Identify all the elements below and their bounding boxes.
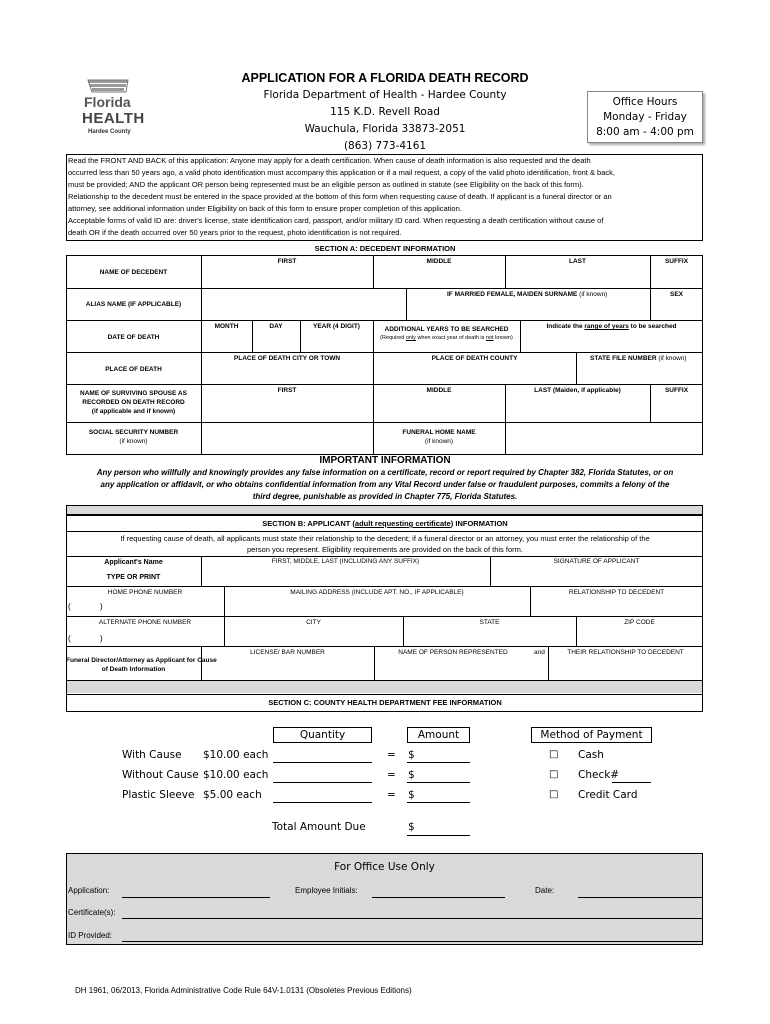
mailing-address-input[interactable]	[225, 598, 529, 615]
quantity-header	[273, 727, 372, 743]
spouse-first-input[interactable]	[202, 396, 372, 421]
section-b-line1: If requesting cause of death, all applicants must state their relationship to the decedent; if a funeral director or an attorney, you must enter the relationship of the	[120, 534, 650, 543]
logo-health: HEALTH	[82, 110, 145, 127]
spouse-last-input[interactable]	[506, 396, 649, 421]
applicant-name-input[interactable]	[202, 566, 489, 585]
place-of-death-label: PLACE OF DEATH	[105, 366, 162, 373]
check-label: Check#	[578, 769, 620, 781]
amount-plastic-sleeve-input[interactable]	[407, 802, 470, 803]
intro-line2: occurred less than 50 years ago, a valid photo identification must accompany this application or if a mail request, a copy of the valid photo identification, front & back,	[68, 168, 615, 177]
dollar-plastic-sleeve: $	[408, 789, 415, 801]
range-post: to be searched	[628, 323, 677, 330]
applicant-name-label: Applicant's Name	[104, 559, 163, 566]
name-of-decedent-label: NAME OF DECEDENT	[99, 269, 168, 276]
funeral-home-known: (if known)	[424, 438, 454, 445]
state-file-input[interactable]	[577, 364, 702, 383]
check-number-input[interactable]	[612, 782, 651, 783]
certificate-label: Certificate(s):	[68, 908, 116, 917]
eq-without-cause: =	[387, 769, 396, 781]
decedent-last-input[interactable]	[506, 266, 649, 287]
middle-label: MIDDLE	[426, 258, 452, 265]
mailing-label: MAILING ADDRESS (INCLUDE APT. NO., IF APPLICABLE)	[290, 589, 464, 596]
dollar-without-cause: $	[408, 769, 415, 781]
date-of-death-label: DATE OF DEATH	[107, 334, 160, 341]
spouse-label-3: (if applicable and if known)	[91, 408, 176, 415]
intro-line1: Read the FRONT AND BACK of this application: Anyone may apply for a death certification. When cause of death information is also requested and the death	[68, 156, 591, 165]
spouse-label-1: NAME OF SURVIVING SPOUSE AS	[80, 390, 187, 397]
eq-plastic-sleeve: =	[387, 789, 396, 801]
place-county-input[interactable]	[374, 364, 575, 383]
years-range-input[interactable]	[521, 331, 702, 351]
intro-line5: attorney, see additional information under Eligibility on back of this form to ensure proper completion of this application.	[68, 204, 462, 213]
amount-label: Amount	[417, 729, 460, 741]
important-line2: any application or affidavit, or who obtains confidential information from any Vital Record under false or fraudulent purposes, commits a felony of the	[100, 480, 670, 489]
fee-price-plastic-sleeve: $5.00 each	[203, 789, 262, 801]
dept-name: Florida Department of Health - Hardee County	[263, 89, 507, 101]
home-phone-paren-close: )	[100, 602, 103, 611]
applicant-signature-input[interactable]	[491, 566, 702, 585]
id-provided-input[interactable]	[122, 941, 702, 942]
section-b-title-u: adult requesting certificate	[354, 519, 451, 528]
amount-with-cause-input[interactable]	[407, 762, 470, 763]
city-label: CITY	[306, 619, 321, 626]
state-label: STATE	[479, 619, 500, 626]
place-city-label: PLACE OF DEATH CITY OR TOWN	[233, 355, 341, 362]
dept-phone: (863) 773-4161	[343, 140, 427, 152]
death-year-input[interactable]	[301, 331, 372, 351]
section-b-line2: person you represent. Eligibility requirements are provided on the back of this form.	[247, 545, 523, 554]
method-header	[531, 727, 652, 743]
state-file-label	[590, 355, 687, 362]
footer-text: DH 1961, 06/2013, Florida Administrative Code Rule 64V-1.0131 (Obsoletes Previous Editions)	[75, 986, 412, 995]
year-label: YEAR (4 DIGIT)	[313, 323, 360, 330]
fee-price-with-cause: $10.00 each	[203, 749, 269, 761]
check-checkbox[interactable]: □	[549, 769, 559, 780]
place-county-label: PLACE OF DEATH COUNTY	[431, 355, 518, 362]
section-b-title-pre: SECTION B: APPLICANT (	[262, 519, 355, 528]
fee-label-with-cause: With Cause	[122, 749, 182, 761]
quantity-label: Quantity	[299, 729, 346, 741]
fee-price-without-cause: $10.00 each	[203, 769, 269, 781]
additional-years-label: ADDITIONAL YEARS TO BE SEARCHED	[384, 326, 509, 333]
office-hours-box	[587, 91, 703, 143]
dept-address1: 115 K.D. Revell Road	[330, 106, 440, 118]
ssn-label: SOCIAL SECURITY NUMBER	[88, 429, 179, 436]
last-label: LAST	[569, 258, 586, 265]
signature-label: SIGNATURE OF APPLICANT	[553, 558, 640, 565]
range-pre: Indicate the	[546, 323, 585, 330]
credit-card-checkbox[interactable]: □	[549, 789, 559, 800]
month-label: MONTH	[214, 323, 239, 330]
alt-phone-label: ALTERNATE PHONE NUMBER	[98, 619, 192, 626]
application-label: Application:	[68, 886, 110, 895]
maiden-label-text: IF MARRIED FEMALE, MAIDEN SURNAME	[447, 291, 578, 298]
cash-label: Cash	[578, 749, 604, 761]
date-input[interactable]	[578, 897, 702, 898]
person-represented-input[interactable]	[375, 658, 547, 679]
required-post: when exact year of death is	[415, 335, 486, 341]
state-input[interactable]	[404, 628, 575, 645]
section-b-title	[0, 519, 770, 528]
office-hours-title: Office Hours	[612, 96, 678, 108]
intro-line7: death OR if the death occurred over 50 years prior to the request, photo identification is not required.	[68, 228, 402, 237]
range-label	[520, 323, 703, 330]
alias-input[interactable]	[202, 289, 405, 319]
dollar-with-cause: $	[408, 749, 415, 761]
amount-header	[407, 727, 470, 743]
spouse-first-label: FIRST	[277, 387, 297, 394]
total-dollar: $	[408, 821, 415, 833]
relationship-input[interactable]	[531, 598, 702, 615]
required-pre: (Required	[380, 335, 406, 341]
first-label: FIRST	[277, 258, 297, 265]
ssn-input[interactable]	[202, 423, 372, 454]
alt-phone-paren-close: )	[100, 634, 103, 643]
office-use-title: For Office Use Only	[334, 861, 435, 873]
decedent-middle-input[interactable]	[374, 266, 504, 287]
spouse-middle-input[interactable]	[374, 396, 504, 421]
their-relationship-input[interactable]	[549, 658, 702, 679]
license-input[interactable]	[202, 658, 373, 679]
logo-county: Hardee County	[88, 129, 131, 135]
funeral-home-input[interactable]	[506, 423, 702, 454]
required-only-note	[373, 335, 520, 341]
range-u: range of years	[584, 323, 629, 330]
intro-line3: must be provided; AND the applicant OR person being represented must be an eligible person as outlined in statute (see Eligibility on the back of this form).	[68, 180, 584, 189]
certificate-input[interactable]	[122, 918, 702, 919]
quantity-plastic-sleeve-input[interactable]	[273, 802, 372, 803]
important-line3: third degree, punishable as provided in Chapter 775, Florida Statutes.	[252, 492, 518, 501]
important-line1: Any person who willfully and knowingly provides any false information on a certificate, record or report required by Chapter 382, Florida Statutes, or on	[96, 468, 674, 477]
city-input[interactable]	[225, 628, 402, 645]
full-name-label: FIRST, MIDDLE, LAST (INCLUDING ANY SUFFIX)	[271, 558, 420, 565]
maiden-if-known: (if known)	[579, 291, 608, 298]
intro-line6: Acceptable forms of valid ID are: driver's license, state identification card, passport, and/or military ID card. When requesting a death certification without cause of	[68, 216, 604, 225]
home-phone-paren-open: (	[68, 602, 71, 611]
quantity-without-cause-input[interactable]	[273, 782, 372, 783]
amount-without-cause-input[interactable]	[407, 782, 470, 783]
spouse-suffix-label: SUFFIX	[664, 387, 689, 394]
spouse-middle-label: MIDDLE	[426, 387, 452, 394]
section-a-title: SECTION A: DECEDENT INFORMATION	[314, 244, 456, 253]
death-day-input[interactable]	[253, 331, 299, 351]
office-use-box	[66, 853, 703, 945]
grey-divider-2	[67, 681, 702, 693]
maiden-input[interactable]	[407, 300, 649, 319]
maiden-label	[447, 291, 607, 298]
credit-card-label: Credit Card	[578, 789, 638, 801]
spouse-label-2: RECORDED ON DEATH RECORD	[82, 399, 185, 406]
required-not: not	[485, 335, 494, 341]
decedent-suffix-input[interactable]	[651, 266, 702, 287]
place-city-input[interactable]	[202, 364, 372, 383]
suffix-label: SUFFIX	[664, 258, 689, 265]
zip-input[interactable]	[577, 628, 702, 645]
license-label: LICENSE/ BAR NUMBER	[250, 649, 325, 656]
fee-label-without-cause: Without Cause	[122, 769, 199, 781]
dept-address2: Wauchula, Florida 33873-2051	[304, 123, 466, 135]
alt-phone-input[interactable]	[108, 628, 223, 645]
section-b-title-post: ) INFORMATION	[450, 519, 508, 528]
sex-input[interactable]	[651, 300, 702, 319]
person-represented-label: NAME OF PERSON REPRESENTED	[398, 649, 508, 656]
funeral-applicant-label-1: Funeral Director/Attorney as Applicant for Cause	[66, 657, 217, 664]
alias-label: ALIAS NAME (IF APPLICABLE)	[85, 301, 182, 308]
id-provided-label: ID Provided:	[68, 931, 113, 940]
application-input[interactable]	[122, 897, 270, 898]
office-hours-time: 8:00 am - 4:00 pm	[596, 126, 694, 138]
zip-label: ZIP CODE	[624, 619, 655, 626]
funeral-applicant-label-2: of Death Information	[101, 666, 166, 673]
date-label: Date:	[535, 886, 555, 895]
employee-initials-label: Employee Initials:	[295, 886, 358, 895]
their-relationship-label: THEIR RELATIONSHIP TO DECEDENT	[567, 649, 684, 656]
funeral-home-label: FUNERAL HOME NAME	[402, 429, 476, 436]
spouse-last-label: LAST (Maiden, if applicable)	[534, 387, 621, 394]
sex-label: SEX	[669, 291, 683, 298]
state-file-known: (if known)	[658, 355, 687, 362]
intro-box	[66, 154, 703, 241]
spouse-suffix-input[interactable]	[651, 396, 702, 421]
death-month-input[interactable]	[202, 331, 251, 351]
home-phone-label: HOME PHONE NUMBER	[107, 589, 183, 596]
section-c-title: SECTION C: COUNTY HEALTH DEPARTMENT FEE INFORMATION	[268, 698, 502, 707]
method-label: Method of Payment	[540, 729, 643, 741]
required-known: known)	[493, 335, 513, 341]
total-label: Total Amount Due	[272, 821, 366, 833]
total-amount-input[interactable]	[407, 835, 470, 836]
intro-line4: Relationship to the decedent must be entered in the space provided at the bottom of this form when requesting cause of death. If applicant is a funeral director or an	[68, 192, 612, 201]
and-label: and	[534, 649, 545, 656]
grey-divider-1	[66, 505, 703, 515]
important-title: IMPORTANT INFORMATION	[319, 455, 451, 466]
home-phone-input[interactable]	[108, 598, 223, 615]
eq-with-cause: =	[387, 749, 396, 761]
page-title: APPLICATION FOR A FLORIDA DEATH RECORD	[241, 71, 529, 85]
fee-label-plastic-sleeve: Plastic Sleeve	[122, 789, 195, 801]
decedent-first-input[interactable]	[202, 266, 372, 287]
type-or-print-label: TYPE OR PRINT	[106, 574, 161, 581]
quantity-with-cause-input[interactable]	[273, 762, 372, 763]
ssn-known: (if known)	[119, 438, 148, 445]
employee-initials-input[interactable]	[372, 897, 505, 898]
state-file-text: STATE FILE NUMBER	[590, 355, 657, 362]
alt-phone-paren-open: (	[68, 634, 71, 643]
relationship-label: RELATIONSHIP TO DECEDENT	[568, 589, 665, 596]
logo-florida: Florida	[84, 94, 131, 110]
day-label: DAY	[269, 323, 283, 330]
cash-checkbox[interactable]: □	[549, 749, 559, 760]
office-hours-days: Monday - Friday	[603, 111, 687, 123]
required-only: only	[405, 335, 416, 341]
